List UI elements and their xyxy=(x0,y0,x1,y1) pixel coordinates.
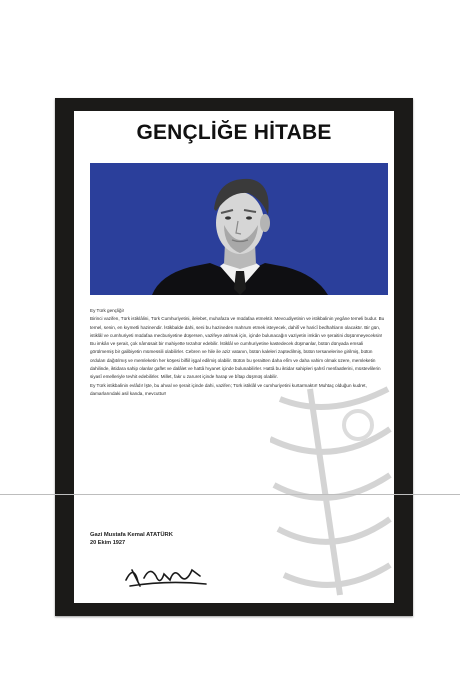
portrait-photo-icon xyxy=(90,163,388,295)
poster-sheet xyxy=(74,111,394,603)
signature-block xyxy=(90,531,173,547)
scan-artifact-line xyxy=(0,494,460,495)
flag-watermark-icon xyxy=(270,379,394,603)
poster-title: GENÇLİĞE HİTABE xyxy=(136,121,332,144)
speech-text xyxy=(90,307,386,398)
speech-body: Birinci vazifen, Türk istiklâlini, Türk Cumhuriyetini, ilelebet, muhafaza ve müdafaa etmektir. Mevcudiyetinin ve istikbalinin yegâne temeli budur. Bu temel, senin, en kıymetli hazinendir. İstikbalde dahi, seni bu hazineden mahrum etmek isteyecek, dahilî ve haricî bedhahların olacaktır. Bir gün, istiklâl ve cumhuriyeti müdafaa mecburiyetine düşersen, vazifeye atılmak için, içinde bulunacağın vaziyetin imkân ve şeraitini düşünmeyeceksin! Bu imkân ve şerait, çok nâmüsait bir mahiyette tezahür edebilir. İstiklâl ve cumhuriyetine kastedecek düşmanlar, bütün dünyada emsali görülmemiş bir galibiyetin mümessili olabilirler. Cebren ve hile ile aziz vatanın, bütün kaleleri zaptedilmiş, bütün tersanelerine girilmiş, bütün orduları dağıtılmış ve memleketin her köşesi bilfiil işgal edilmiş olabilir. Bütün bu şeraitten daha elîm ve daha vahim olmak üzere, memleketin dahilinde, iktidara sahip olanlar gaflet ve dalâlet ve hattâ hıyanet içinde bulunabilirler. Hattâ bu iktidar sahipleri şahsî menfaatlerini, müstevlilerin siyasî emelleriyle tevhit edebilirler. Millet, fakr u zaruret içinde harap ve bîtap düşmüş olabilir. xyxy=(90,316,385,380)
portrait-banner xyxy=(90,163,388,295)
signature-date: 20 Ekim 1927 xyxy=(90,540,126,546)
salutation: Ey Türk gençliği! xyxy=(90,308,124,313)
signature-icon xyxy=(120,556,210,590)
speech-closing: Ey Türk istikbalinin evlâdı! İşte, bu ahval ve şerait içinde dahi, vazifen; Türk istiklâl ve cumhuriyetini kurtarmaktır! Muhtaç olduğun kudret, damarlarındaki asil kanda, mevcuttur! xyxy=(90,382,367,396)
signer-name: Gazi Mustafa Kemal ATATÜRK xyxy=(90,532,173,538)
